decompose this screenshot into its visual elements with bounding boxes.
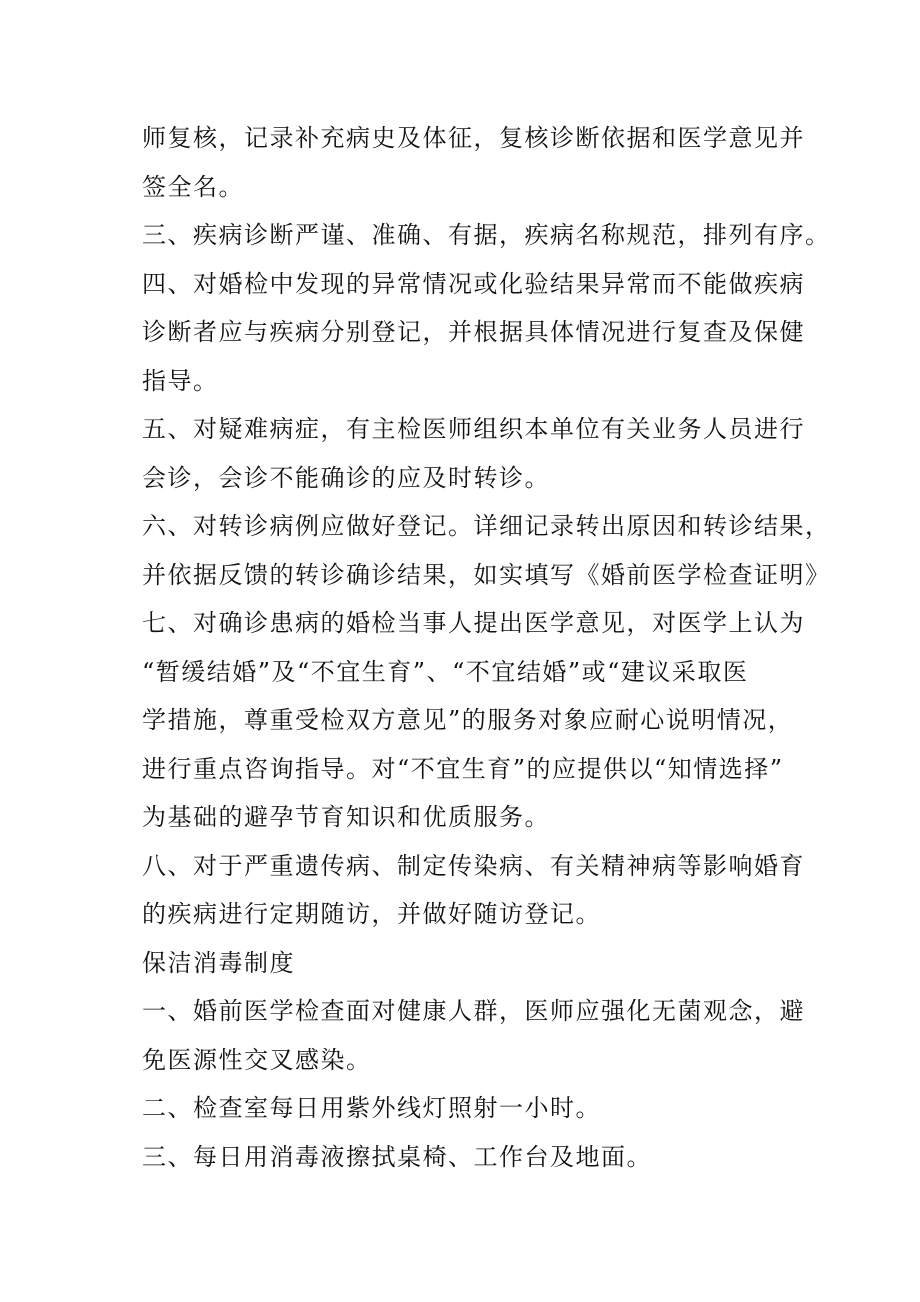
text-line: 免医源性交叉感染。 — [142, 1045, 372, 1074]
text-line: 三、疾病诊断严谨、准确、有据，疾病名称规范，排列有序。 — [142, 221, 831, 249]
text-line: 为基础的避孕节育知识和优质服务。 — [142, 803, 550, 831]
text-line: 一、婚前医学检查面对健康人群，医师应强化无菌观念，避 — [142, 997, 805, 1025]
text-line: 八、对于严重遗传病、制定传染病、有关精神病等影响婚育 — [142, 851, 805, 880]
text-line: “暂缓结婚”及“不宜生育”、“不宜结婚”或“建议采取医 — [142, 657, 749, 686]
text-line: 签全名。 — [142, 172, 244, 201]
text-line: 的疾病进行定期随访，并做好随访登记。 — [142, 900, 601, 928]
text-line: 进行重点咨询指导。对“不宜生育”的应提供以“知情选择” — [142, 754, 784, 783]
text-line: 四、对婚检中发现的异常情况或化验结果异常而不能做疾病 — [142, 269, 805, 298]
text-line: 诊断者应与疾病分别登记，并根据具体情况进行复查及保健 — [142, 318, 805, 346]
text-line: 六、对转诊病例应做好登记。详细记录转出原因和转诊结果， — [142, 512, 831, 540]
text-line: 师复核，记录补充病史及体征，复核诊断依据和医学意见并 — [142, 124, 805, 152]
document-body — [142, 114, 831, 1181]
text-line: 会诊，会诊不能确诊的应及时转诊。 — [142, 463, 550, 492]
text-line: 指导。 — [142, 366, 219, 395]
text-line: 五、对疑难病症，有主检医师组织本单位有关业务人员进行 — [142, 415, 805, 443]
text-line: 七、对确诊患病的婚检当事人提出医学意见，对医学上认为 — [142, 609, 805, 637]
text-line: 学措施，尊重受检双方意见”的服务对象应耐心说明情况， — [142, 706, 794, 734]
section-heading: 保洁消毒制度 — [142, 948, 295, 977]
text-line: 三、每日用消毒液擦拭桌椅、工作台及地面。 — [142, 1142, 652, 1171]
text-line: 二、检查室每日用紫外线灯照射一小时。 — [142, 1094, 601, 1122]
text-line: 并依据反馈的转诊确诊结果，如实填写《婚前医学检查证明》 — [142, 560, 831, 589]
